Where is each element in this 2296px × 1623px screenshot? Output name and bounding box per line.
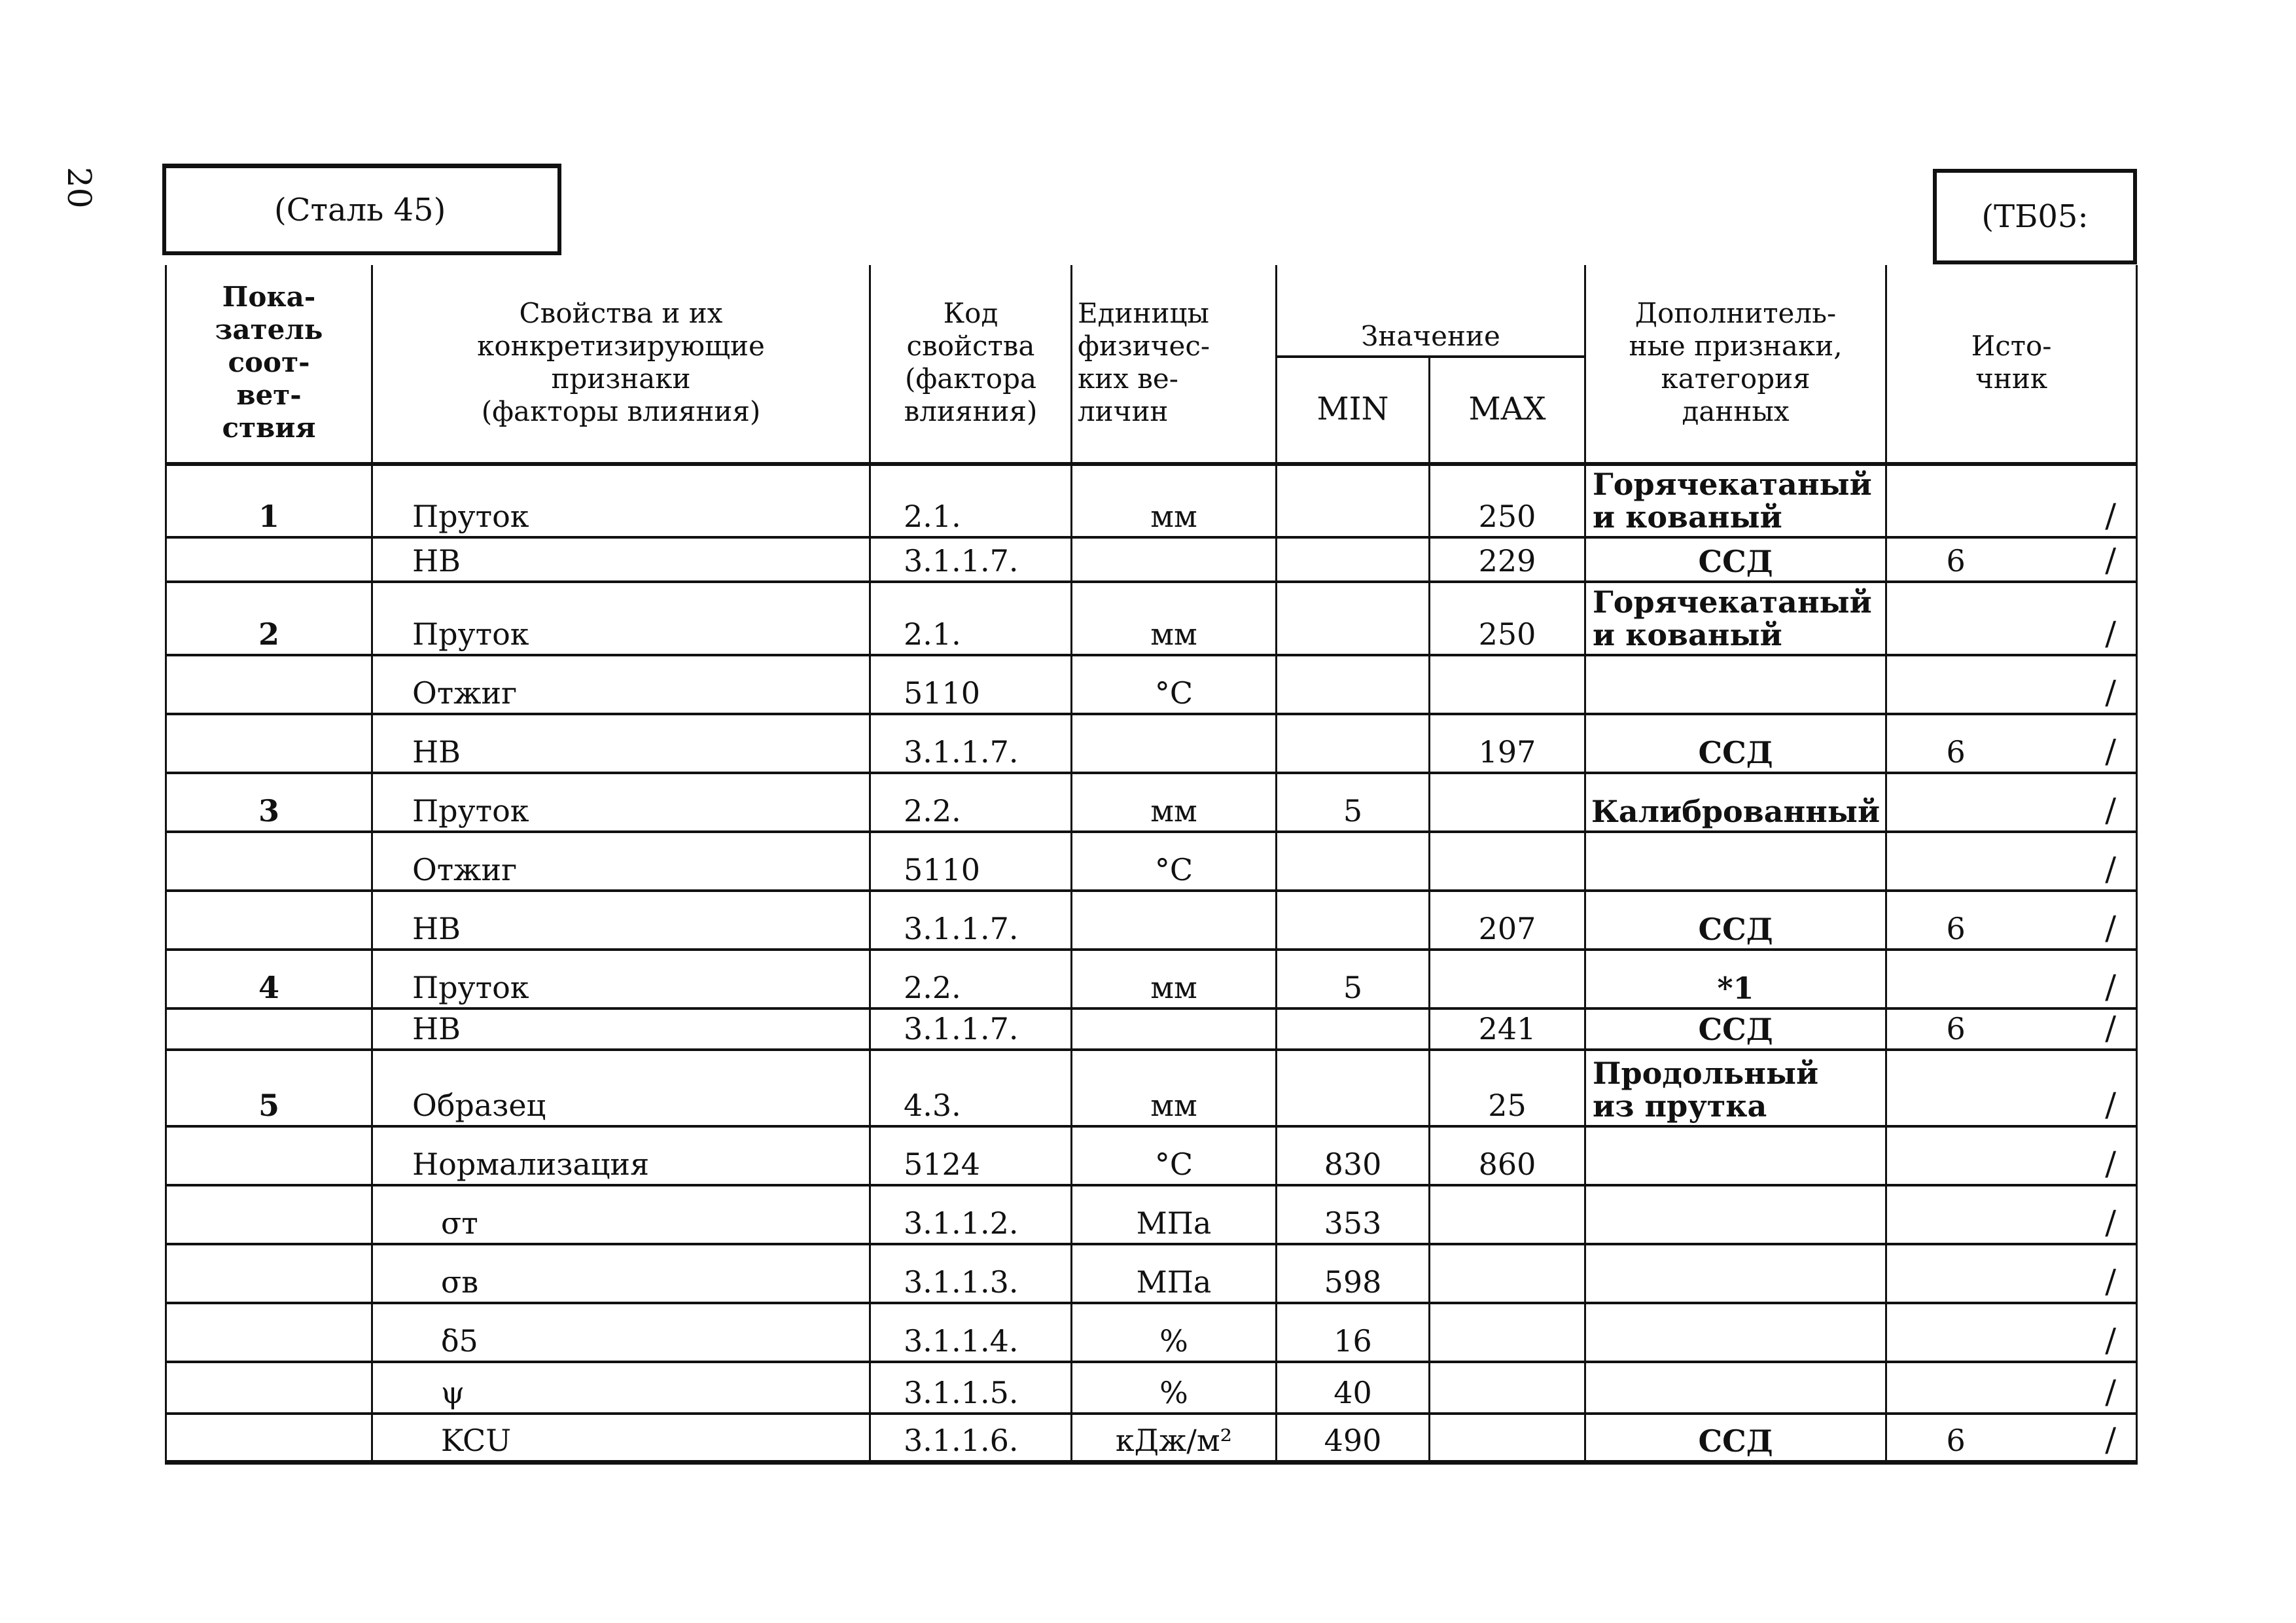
unit-cell: мм: [1072, 950, 1277, 1008]
min-cell: 40: [1277, 1362, 1430, 1414]
max-cell: [1430, 1414, 1585, 1462]
code-cell: 2.2.: [870, 950, 1072, 1008]
row-mark: /: [2105, 791, 2117, 829]
source-value: 6: [1946, 911, 1966, 946]
row-mark: /: [2105, 1204, 2117, 1241]
row-mark: /: [2105, 968, 2117, 1006]
source-value: 6: [1946, 1422, 1966, 1458]
unit-cell: %: [1072, 1362, 1277, 1414]
indicator-cell: [166, 1244, 372, 1303]
indicator-cell: [166, 1362, 372, 1414]
source-cell: [1886, 950, 2137, 1008]
row-mark: /: [2105, 1086, 2117, 1124]
indicator-cell: [166, 537, 372, 582]
table-row: [166, 1185, 2137, 1244]
property-cell: KCU: [372, 1414, 870, 1462]
min-cell: 16: [1277, 1303, 1430, 1362]
source-cell: [1886, 1126, 2137, 1185]
code-cell: 5110: [870, 655, 1072, 714]
min-cell: [1277, 714, 1430, 773]
code-cell: 3.1.1.4.: [870, 1303, 1072, 1362]
property-cell: Пруток: [372, 950, 870, 1008]
row-mark: /: [2105, 1373, 2117, 1411]
code-cell: 4.3.: [870, 1050, 1072, 1126]
source-cell: [1886, 582, 2137, 655]
additional-cell: [1585, 1185, 1886, 1244]
min-cell: 5: [1277, 773, 1430, 832]
source-cell: [1886, 1185, 2137, 1244]
property-cell: σв: [372, 1244, 870, 1303]
min-cell: [1277, 832, 1430, 891]
row-mark: /: [2105, 1321, 2117, 1359]
header-properties: Свойства и их конкретизирующие признаки (факторы влияния): [372, 265, 870, 464]
max-cell: [1430, 655, 1585, 714]
unit-cell: %: [1072, 1303, 1277, 1362]
table-row: [166, 714, 2137, 773]
row-mark: /: [2105, 1145, 2117, 1183]
table-row: [166, 1050, 2137, 1126]
indicator-cell: [166, 1126, 372, 1185]
max-cell: 860: [1430, 1126, 1585, 1185]
unit-cell: кДж/м²: [1072, 1414, 1277, 1462]
code-cell: 5110: [870, 832, 1072, 891]
indicator-cell: 4: [166, 950, 372, 1008]
unit-cell: [1072, 891, 1277, 950]
code-cell: 3.1.1.3.: [870, 1244, 1072, 1303]
header-source: Исто- чник: [1886, 265, 2137, 464]
property-cell: HB: [372, 714, 870, 773]
property-cell: Пруток: [372, 773, 870, 832]
max-cell: [1430, 950, 1585, 1008]
property-cell: HB: [372, 1008, 870, 1050]
code-cell: 5124: [870, 1126, 1072, 1185]
source-cell: [1886, 1050, 2137, 1126]
table-row: [166, 1008, 2137, 1050]
max-cell: 241: [1430, 1008, 1585, 1050]
max-cell: 197: [1430, 714, 1585, 773]
min-cell: [1277, 1008, 1430, 1050]
source-cell: [1886, 1414, 2137, 1462]
table-row: [166, 950, 2137, 1008]
code-cell: 3.1.1.7.: [870, 1008, 1072, 1050]
additional-cell: [1585, 1126, 1886, 1185]
property-cell: δ5: [372, 1303, 870, 1362]
indicator-cell: [166, 832, 372, 891]
unit-cell: °C: [1072, 1126, 1277, 1185]
indicator-cell: [166, 1414, 372, 1462]
row-mark: /: [2105, 850, 2117, 888]
unit-cell: [1072, 1008, 1277, 1050]
row-mark: /: [2105, 497, 2117, 535]
table-row: [166, 537, 2137, 582]
indicator-cell: [166, 714, 372, 773]
unit-cell: МПа: [1072, 1244, 1277, 1303]
source-cell: [1886, 891, 2137, 950]
unit-cell: мм: [1072, 773, 1277, 832]
table-row: [166, 832, 2137, 891]
header-max: MAX: [1430, 357, 1585, 464]
table-row: [166, 891, 2137, 950]
indicator-cell: [166, 1185, 372, 1244]
max-cell: 250: [1430, 582, 1585, 655]
min-cell: 490: [1277, 1414, 1430, 1462]
source-cell: [1886, 464, 2137, 537]
table-code-label: (ТБ05:: [1933, 169, 2137, 264]
source-value: 6: [1946, 734, 1966, 770]
table-row: [166, 464, 2137, 537]
additional-cell: [1585, 1362, 1886, 1414]
code-cell: 2.2.: [870, 773, 1072, 832]
table-row: [166, 1244, 2137, 1303]
source-cell: [1886, 714, 2137, 773]
additional-cell: Горячекатаный и кованый: [1585, 582, 1886, 655]
max-cell: [1430, 1244, 1585, 1303]
row-mark: /: [2105, 1420, 2117, 1459]
additional-cell: [1585, 832, 1886, 891]
additional-cell: *1: [1585, 950, 1886, 1008]
source-cell: [1886, 1008, 2137, 1050]
indicator-cell: 2: [166, 582, 372, 655]
min-cell: [1277, 1050, 1430, 1126]
max-cell: [1430, 773, 1585, 832]
unit-cell: мм: [1072, 1050, 1277, 1126]
page-number: 20: [60, 167, 98, 209]
additional-cell: [1585, 1244, 1886, 1303]
steel-grade-label: (Сталь 45): [162, 164, 561, 255]
row-mark: /: [2105, 615, 2117, 652]
indicator-cell: 1: [166, 464, 372, 537]
unit-cell: мм: [1072, 464, 1277, 537]
min-cell: 598: [1277, 1244, 1430, 1303]
max-cell: 229: [1430, 537, 1585, 582]
max-cell: [1430, 832, 1585, 891]
min-cell: 353: [1277, 1185, 1430, 1244]
header-code: Код свойства (фактора влияния): [870, 265, 1072, 464]
source-cell: [1886, 832, 2137, 891]
table-row: [166, 582, 2137, 655]
min-cell: [1277, 464, 1430, 537]
row-mark: /: [2105, 1009, 2117, 1047]
row-mark: /: [2105, 732, 2117, 770]
property-cell: Отжиг: [372, 655, 870, 714]
source-cell: [1886, 655, 2137, 714]
indicator-cell: [166, 1008, 372, 1050]
table-row: [166, 1362, 2137, 1414]
header-value: Значение: [1277, 265, 1585, 357]
max-cell: 25: [1430, 1050, 1585, 1126]
unit-cell: [1072, 537, 1277, 582]
row-mark: /: [2105, 909, 2117, 947]
additional-cell: ССД: [1585, 891, 1886, 950]
indicator-cell: [166, 1303, 372, 1362]
code-cell: 3.1.1.7.: [870, 891, 1072, 950]
property-cell: ψ: [372, 1362, 870, 1414]
unit-cell: МПа: [1072, 1185, 1277, 1244]
min-cell: 830: [1277, 1126, 1430, 1185]
additional-cell: ССД: [1585, 537, 1886, 582]
code-cell: 3.1.1.7.: [870, 714, 1072, 773]
property-cell: σт: [372, 1185, 870, 1244]
source-value: 6: [1946, 1011, 1966, 1046]
header-min: MIN: [1277, 357, 1430, 464]
table-row: [166, 1303, 2137, 1362]
table-row: [166, 1126, 2137, 1185]
additional-cell: Горячекатаный и кованый: [1585, 464, 1886, 537]
min-cell: [1277, 582, 1430, 655]
row-mark: /: [2105, 673, 2117, 711]
unit-cell: [1072, 714, 1277, 773]
source-value: 6: [1946, 543, 1966, 579]
property-cell: Отжиг: [372, 832, 870, 891]
additional-cell: ССД: [1585, 714, 1886, 773]
unit-cell: мм: [1072, 582, 1277, 655]
min-cell: [1277, 655, 1430, 714]
additional-cell: Продольный из прутка: [1585, 1050, 1886, 1126]
unit-cell: °C: [1072, 655, 1277, 714]
properties-table: [165, 265, 2138, 1465]
table-row: [166, 1414, 2137, 1462]
property-cell: Пруток: [372, 582, 870, 655]
indicator-cell: [166, 891, 372, 950]
unit-cell: °C: [1072, 832, 1277, 891]
property-cell: HB: [372, 537, 870, 582]
table-row: [166, 773, 2137, 832]
additional-cell: Калиброванный: [1585, 773, 1886, 832]
header-additional: Дополнитель- ные признаки, категория данных: [1585, 265, 1886, 464]
property-cell: Образец: [372, 1050, 870, 1126]
max-cell: [1430, 1185, 1585, 1244]
property-cell: Пруток: [372, 464, 870, 537]
indicator-cell: 5: [166, 1050, 372, 1126]
header-units: Единицы физичес- ких ве- личин: [1072, 265, 1277, 464]
max-cell: 207: [1430, 891, 1585, 950]
indicator-cell: [166, 655, 372, 714]
max-cell: [1430, 1303, 1585, 1362]
additional-cell: [1585, 655, 1886, 714]
row-mark: /: [2105, 541, 2117, 579]
indicator-cell: 3: [166, 773, 372, 832]
table-row: [166, 655, 2137, 714]
max-cell: [1430, 1362, 1585, 1414]
source-cell: [1886, 537, 2137, 582]
code-cell: 3.1.1.6.: [870, 1414, 1072, 1462]
additional-cell: [1585, 1303, 1886, 1362]
min-cell: 5: [1277, 950, 1430, 1008]
max-cell: 250: [1430, 464, 1585, 537]
source-cell: [1886, 1362, 2137, 1414]
additional-cell: ССД: [1585, 1414, 1886, 1462]
row-mark: /: [2105, 1262, 2117, 1300]
code-cell: 2.1.: [870, 464, 1072, 537]
additional-cell: ССД: [1585, 1008, 1886, 1050]
code-cell: 3.1.1.7.: [870, 537, 1072, 582]
source-cell: [1886, 1303, 2137, 1362]
property-cell: HB: [372, 891, 870, 950]
code-cell: 3.1.1.5.: [870, 1362, 1072, 1414]
min-cell: [1277, 891, 1430, 950]
code-cell: 2.1.: [870, 582, 1072, 655]
code-cell: 3.1.1.2.: [870, 1185, 1072, 1244]
min-cell: [1277, 537, 1430, 582]
header-indicator: Пока- затель соот- вет- ствия: [166, 265, 372, 464]
source-cell: [1886, 1244, 2137, 1303]
property-cell: Нормализация: [372, 1126, 870, 1185]
source-cell: [1886, 773, 2137, 832]
